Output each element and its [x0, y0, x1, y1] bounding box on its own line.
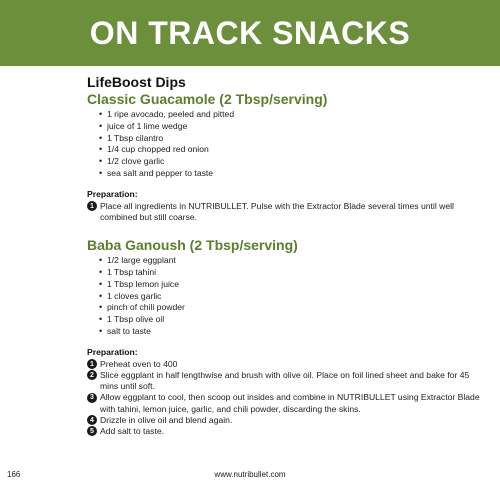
page-number: 166 [7, 470, 21, 479]
step-text: Preheat oven to 400 [100, 358, 178, 369]
preparation-label: Preparation: [87, 188, 138, 199]
content [87, 74, 487, 437]
recipe-guacamole [87, 91, 487, 223]
recipe-baba-ganoush [87, 237, 487, 437]
step-item [87, 359, 487, 370]
ingredient-item: • 1 Tbsp tahini [99, 267, 487, 279]
ingredient-list [99, 109, 487, 180]
step-item [87, 201, 487, 223]
step-item [87, 426, 487, 437]
ingredient-item: • 1/4 cup chopped red onion [99, 144, 487, 156]
step-number-badge: 5 [87, 426, 97, 436]
ingredient-item: • 1/2 large eggplant [99, 255, 487, 267]
ingredient-item: • 1 Tbsp lemon juice [99, 279, 487, 291]
ingredient-list [99, 255, 487, 338]
page-title: ON TRACK SNACKS [89, 14, 411, 51]
ingredient-item: • salt to taste [99, 326, 487, 338]
step-text: Allow eggplant to cool, then scoop out insides and combine in NUTRIBULLET using Extractor Blade with tahini, lemon juice, garlic, and chili powder, discarding the skins. [100, 392, 480, 414]
step-text: Place all ingredients in NUTRIBULLET. Pulse with the Extractor Blade several times until well combined but still coarse. [100, 200, 454, 222]
step-list [87, 201, 487, 223]
recipe-title: Baba Ganoush (2 Tbsp/serving) [87, 237, 298, 254]
step-number-badge: 1 [87, 201, 97, 211]
step-item [87, 370, 487, 392]
ingredient-item: • 1 Tbsp cilantro [99, 133, 487, 145]
ingredient-item: • juice of 1 lime wedge [99, 121, 487, 133]
step-text: Drizzle in olive oil and blend again. [100, 414, 233, 425]
step-text: Slice eggplant in half lengthwise and brush with olive oil. Place on foil lined sheet and bake for 45 mins until soft. [100, 369, 470, 392]
step-number-badge: 2 [87, 370, 97, 380]
preparation-label: Preparation: [87, 346, 138, 357]
section-heading: LifeBoost Dips [87, 74, 186, 90]
ingredient-item: • 1 Tbsp olive oil [99, 314, 487, 326]
step-text: Add salt to taste. [100, 425, 165, 436]
ingredient-item: • 1/2 clove garlic [99, 156, 487, 168]
footer [0, 470, 500, 484]
ingredient-item: • sea salt and pepper to taste [99, 168, 487, 180]
step-list [87, 359, 487, 437]
step-number-badge: 1 [87, 359, 97, 369]
ingredient-item: • 1 cloves garlic [99, 291, 487, 303]
step-number-badge: 3 [87, 393, 97, 403]
step-number-badge: 4 [87, 415, 97, 425]
step-item [87, 392, 487, 414]
ingredient-item: • 1 ripe avocado, peeled and pitted [99, 109, 487, 121]
footer-url: www.nutribullet.com [214, 470, 286, 479]
step-item [87, 415, 487, 426]
ingredient-item: • pinch of chili powder [99, 302, 487, 314]
header-banner [0, 0, 500, 66]
recipe-title: Classic Guacamole (2 Tbsp/serving) [87, 91, 328, 107]
